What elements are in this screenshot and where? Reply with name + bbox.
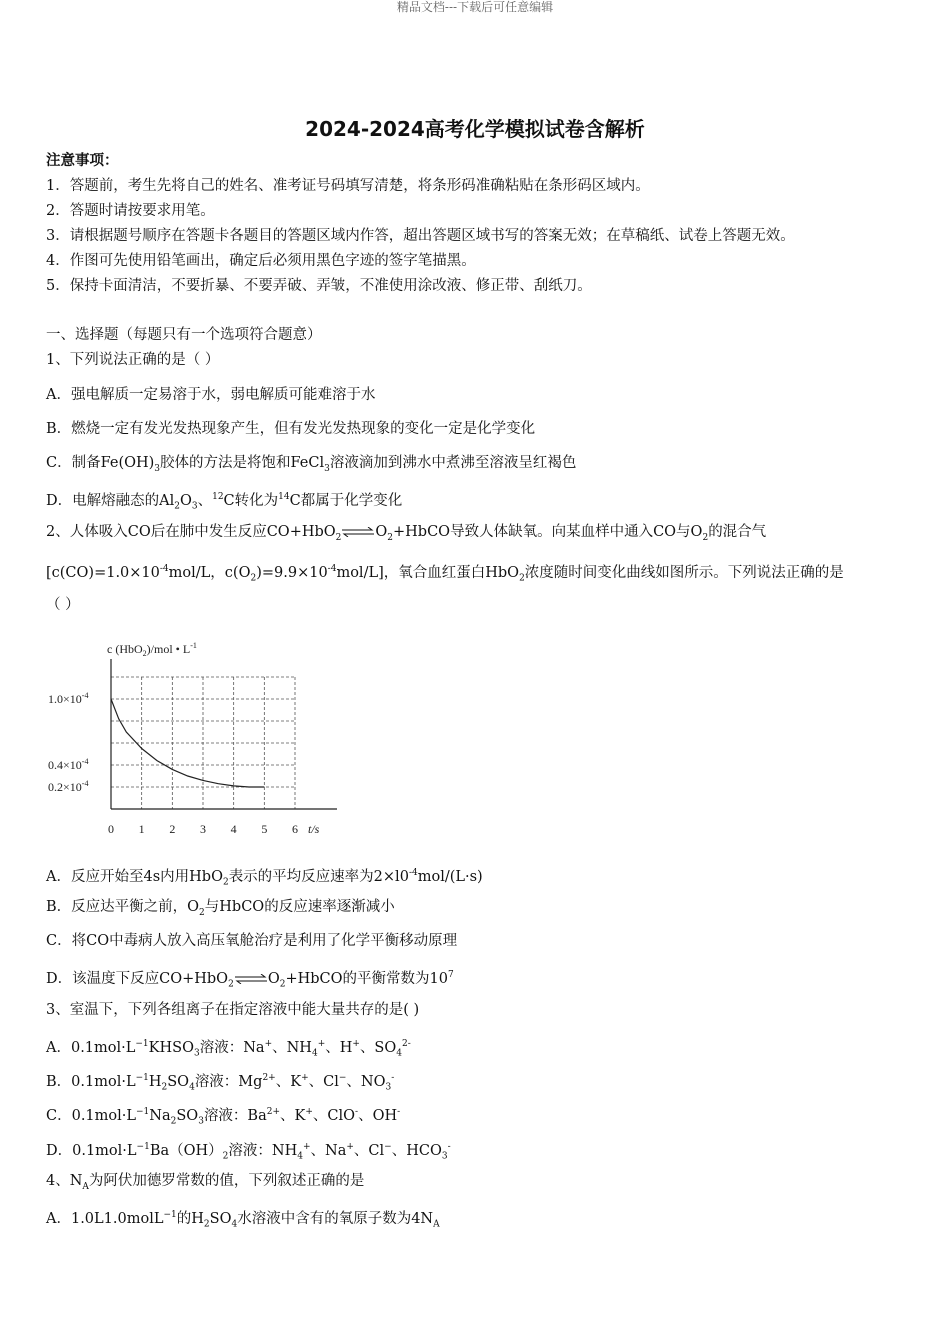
q3-option-a: A．$0.1mol\cdot L^{-1}KHSO_3$溶液：Na+、$NH_4^+$、H+、$SO_4^{2-}$ (46, 1039, 411, 1059)
q1-option-b: B．燃烧一定有发光发热现象产生，但有发光发热现象的变化一定是化学变化 (46, 421, 536, 437)
y-tick-label: $0.2\times 10^{-4}$ (48, 779, 89, 794)
x-tick-label: 2 (169, 822, 176, 836)
page-header: 精品文档---下载后可任意编辑 (396, 0, 554, 14)
q1-option-c: C．制备$Fe(OH)_3$胶体的方法是将饱和FeCl$_3$溶液滴加到沸水中煮沸至溶液呈红褐色 (46, 455, 577, 474)
question-4-stem: 4、$N_A$为阿伏加德罗常数的值，下列叙述正确的是 (46, 1173, 365, 1192)
section-heading: 一、选择题（每题只有一个选项符合题意） (46, 327, 322, 343)
equilibrium-arrow-icon (234, 974, 268, 984)
question-2-stem: 2、人体吸入CO后在肺中发生反应CO+HbO$_2$ $O_2+HbCO$导致人体缺氧。向某血样中通入CO与$O_2$的混合气 (46, 524, 767, 543)
q3-option-c: C．$0.1mol\cdot L^{-1}Na_2SO_3$溶液：$Ba^{2+}$、K+、ClO-、OH- (46, 1107, 401, 1127)
x-tick-label: 1 (138, 822, 145, 836)
note-item: 5．保持卡面清洁，不要折暴、不要弄破、弄皱，不准使用涂改液、修正带、刮纸刀。 (46, 278, 592, 294)
q4-option-a: A．1.0L1.0molL$^{-1}$的$H_2SO_4$水溶液中含有的氧原子数为$4N_A$ (46, 1210, 440, 1230)
note-item: 1．答题前，考生先将自己的姓名、准考证号码填写清楚，将条形码准确粘贴在条形码区域内。 (46, 178, 650, 194)
chart-axes (111, 659, 337, 809)
chart-y-ticks (48, 691, 88, 794)
question-1-stem: 1、下列说法正确的是（ ） (46, 352, 220, 368)
q2-option-d: D．该温度下反应CO+HbO$_2$ $O_2+HbCO$的平衡常数为$10^7$ (46, 970, 454, 990)
q2-option-a: A．反应开始至4s内用HbO$_2$表示的平均反应速率为$2\times l0^{-4}mol/(L\cdot s)$ (46, 868, 483, 888)
x-tick-label: 3 (200, 822, 206, 836)
note-item: 2．答题时请按要求用笔。 (46, 203, 215, 219)
q1-option-d: D．电解熔融态的$Al_2O_3$、$^{12}$C转化为$^{14}$C都属于化学变化 (46, 492, 403, 512)
q3-option-d: D．$0.1mol\cdot L^{-1}Ba(OH)_2$溶液：$NH_4^+$、Na+、Cl−、$HCO_3^-$ (46, 1142, 451, 1162)
q2-option-b: B．反应达平衡之前，$O_2$与HbCO的反应速率逐渐减小 (46, 899, 395, 918)
chart-x-label: t/s (308, 822, 320, 836)
x-tick-label: 4 (230, 822, 237, 836)
q3-option-b: B．$0.1mol\cdot L^{-1}H_2SO_4$溶液：$Mg^{2+}$、K+、Cl−、$NO_3^-$ (46, 1073, 395, 1093)
chart-x-ticks (108, 822, 298, 836)
y-tick-label: $0.4\times 10^{-4}$ (48, 757, 89, 772)
note-item: 4．作图可先使用铅笔画出，确定后必须用黑色字迹的签字笔描黑。 (46, 253, 476, 269)
notes-heading: 注意事项： (46, 152, 119, 169)
q2-option-c: C．将CO中毒病人放入高压氧舱治疗是利用了化学平衡移动原理 (46, 933, 458, 949)
note-item: 3．请根据题号顺序在答题卡各题目的答题区域内作答，超出答题区域书写的答案无效；在草稿纸、试卷上答题无效。 (46, 228, 795, 244)
hbo2-concentration-chart (45, 637, 345, 842)
page-title: 2024-2024高考化学模拟试卷含解析 (305, 117, 645, 141)
x-tick-label: 5 (261, 822, 268, 836)
x-tick-label: 6 (292, 822, 298, 836)
q1-option-a: A．强电解质一定易溶于水，弱电解质可能难溶于水 (46, 387, 376, 403)
y-tick-label: $1.0\times 10^{-4}$ (48, 691, 89, 706)
question-3-stem: 3、室温下，下列各组离子在指定溶液中能大量共存的是( ) (46, 1002, 420, 1018)
x-tick-label: 0 (108, 822, 114, 836)
chart-grid (111, 677, 295, 809)
chart-y-label: c (HbO$_2$)/mol • $L^{-1}$ (107, 641, 197, 658)
equilibrium-arrow-icon (341, 527, 375, 537)
question-2-blank: （ ） (46, 597, 80, 613)
question-2-stem-line2: [$c(CO)=1.0\times 10^{-4}mol/L$，$c(O_2)=9.9\times 10^{-4}mol/L$]，氧合血红蛋白HbO$_2$浓度随时间变化曲线如图所示。下列说法正确的是 (46, 564, 844, 584)
